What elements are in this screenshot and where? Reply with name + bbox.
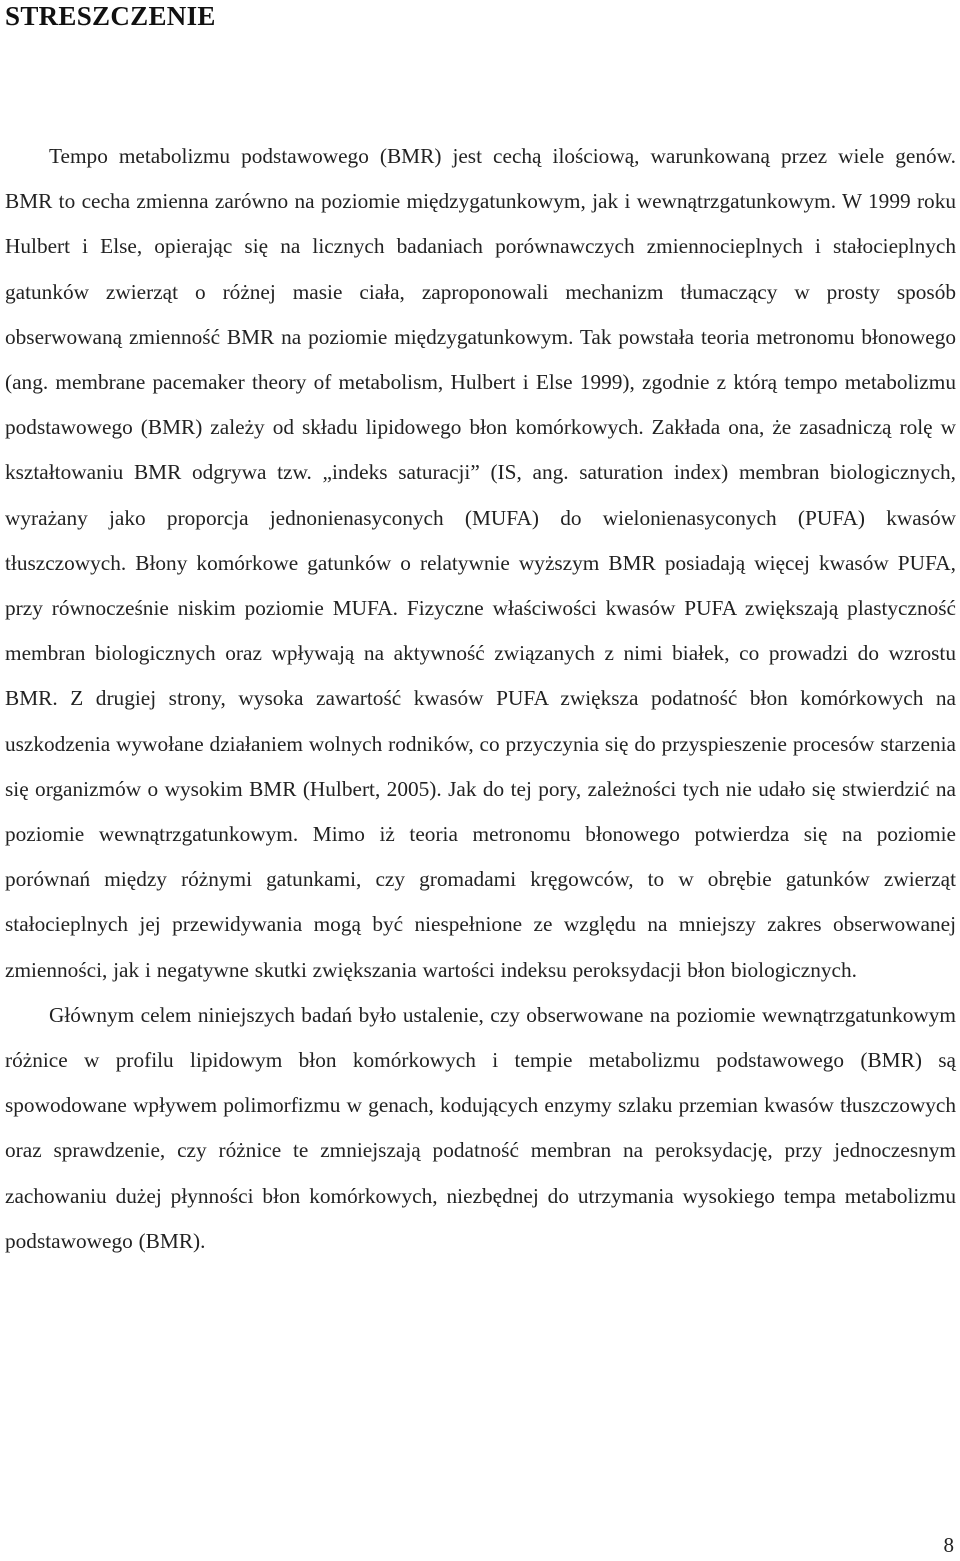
page-title: STRESZCZENIE <box>5 1 216 31</box>
page-number: 8 <box>943 1533 954 1557</box>
abstract-body <box>5 134 956 1264</box>
abstract-paragraph-1: Tempo metabolizmu podstawowego (BMR) jest cechą ilościową, warunkowaną przez wiele genów. BMR to cecha zmienna zarówno na poziomie międzygatunkowym, jak i wewnątrzgatunkowym. W 1999 roku Hulbert i Else, opierając się na licznych badaniach porównawczych zmiennocieplnych i stałocieplnych gatunków zwierząt o różnej masie ciała, zaproponowali mechanizm tłumaczący w prosty sposób obserwowaną zmienność BMR na poziomie międzygatunkowym. Tak powstała teoria metronomu błonowego (ang. membrane pacemaker theory of metabolism, Hulbert i Else 1999), zgodnie z którą tempo metabolizmu podstawowego (BMR) zależy od składu lipidowego błon komórkowych. Zakłada ona, że zasadniczą rolę w kształtowaniu BMR odgrywa tzw. „indeks saturacji” (IS, ang. saturation index) membran biologicznych, wyrażany jako proporcja jednonienasyconych (MUFA) do wielonienasyconych (PUFA) kwasów tłuszczowych. Błony komórkowe gatunków o relatywnie wyższym BMR posiadają więcej kwasów PUFA, przy równocześnie niskim poziomie MUFA. Fizyczne właściwości kwasów PUFA zwiększają plastyczność membran biologicznych oraz wpływają na aktywność związanych z nimi białek, co prowadzi do wzrostu BMR. Z drugiej strony, wysoka zawartość kwasów PUFA zwiększa podatność błon komórkowych na uszkodzenia wywołane działaniem wolnych rodników, co przyczynia się do przyspieszenie procesów starzenia się organizmów o wysokim BMR (Hulbert, 2005). Jak do tej pory, zależności tych nie udało się stwierdzić na poziomie wewnątrzgatunkowym. Mimo iż teoria metronomu błonowego potwierdza się na poziomie porównań między różnymi gatunkami, czy gromadami kręgowców, to w obrębie gatunków zwierząt stałocieplnych jej przewidywania mogą być niespełnione ze względu na mniejszy zakres obserwowanej zmienności, jak i negatywne skutki zwiększania wartości indeksu peroksydacji błon biologicznych. <box>5 144 956 982</box>
abstract-paragraph-2: Głównym celem niniejszych badań było ustalenie, czy obserwowane na poziomie wewnątrzgatunkowym różnice w profilu lipidowym błon komórkowych i tempie metabolizmu podstawowego (BMR) są spowodowane wpływem polimorfizmu w genach, kodujących enzymy szlaku przemian kwasów tłuszczowych oraz sprawdzenie, czy różnice te zmniejszają podatność membran na peroksydację, przy jednoczesnym zachowaniu dużej płynności błon komórkowych, niezbędnej do utrzymania wysokiego tempa metabolizmu podstawowego (BMR). <box>5 1002 956 1253</box>
